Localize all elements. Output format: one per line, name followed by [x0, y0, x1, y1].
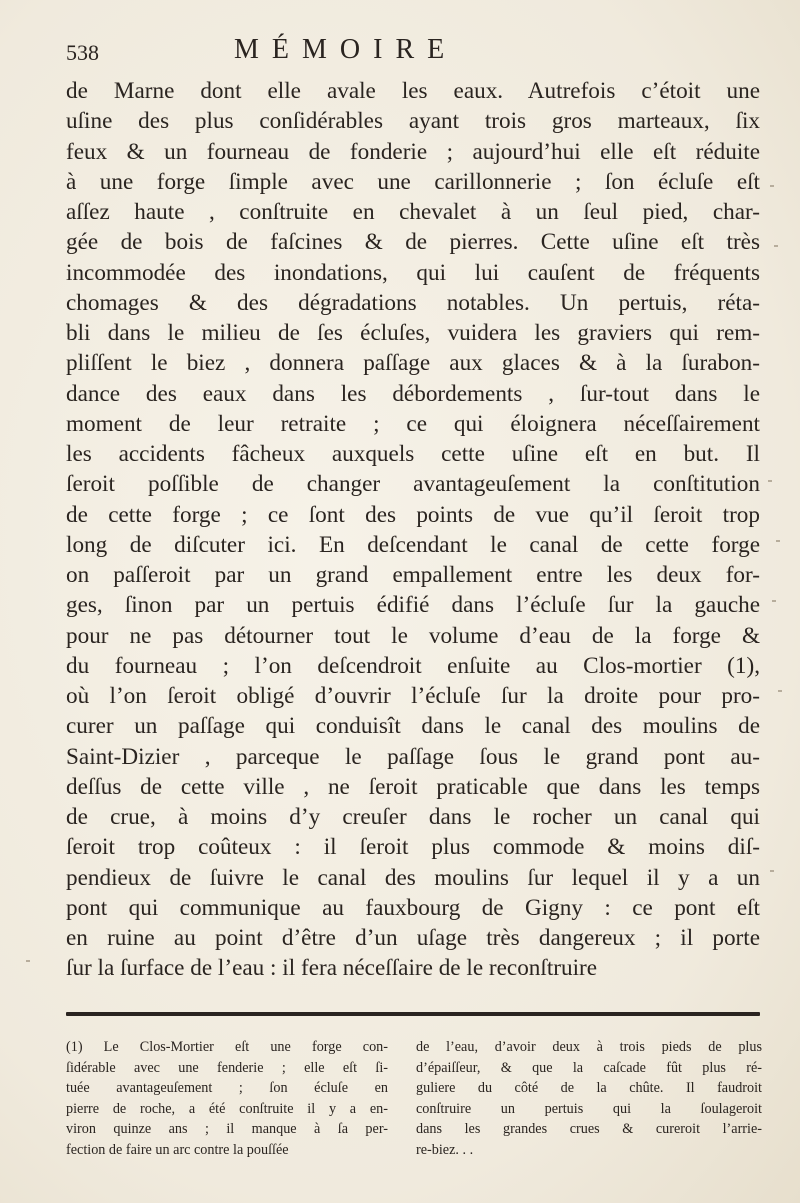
text-line: pont qui communique au fauxbourg de Gigny : ce pont eſt: [66, 894, 760, 921]
text-line: bli dans le milieu de ſes écluſes, vuidera les graviers qui rem-: [66, 320, 760, 346]
text-line: ſeroit trop coûteux : il ſeroit plus commode & moins diſ-: [66, 834, 760, 861]
text-line: dance des eaux dans les débordements , ſur-tout dans le: [66, 380, 760, 407]
footnote-line: guliere du côté de la chûte. Il faudroit: [416, 1080, 762, 1097]
footnote-line: viron quinze ans ; il manque à ſa per-: [66, 1121, 388, 1138]
footnote-line: tuée avantageuſement ; ſon écluſe en: [66, 1080, 388, 1097]
text-line: pour ne pas détourner tout le volume d’eau de la forge &: [66, 622, 760, 649]
footnote-line: d’épaiſſeur, & que la caſcade fût plus ré-: [416, 1059, 762, 1076]
text-line: on paſſeroit par un grand empallement entre les deux for-: [66, 562, 760, 588]
footnote-column-right: [416, 1037, 762, 1161]
running-head: MÉMOIRE: [234, 34, 458, 65]
footnote-line: ſidérable avec une fenderie ; elle eſt ſi-: [66, 1059, 388, 1076]
text-line: moment de leur retraite ; ce qui éloignera néceſſairement: [66, 410, 760, 437]
footnote-line: pierre de roche, a été conſtruite il y a en-: [66, 1100, 388, 1117]
text-line: ſur la ſurface de l’eau : il fera néceſſaire de le reconſtruire: [66, 955, 598, 982]
footnote-line: re-biez. . .: [416, 1141, 474, 1158]
text-line: Saint-Dizier , parceque le paſſage ſous le grand pont au-: [66, 743, 760, 770]
text-line: où l’on ſeroit obligé d’ouvrir l’écluſe ſur la droite pour pro-: [66, 683, 760, 709]
text-line: les accidents fâcheux auxquels cette uſine eſt en but. Il: [66, 441, 760, 467]
text-line: deſſus de cette ville , ne ſeroit praticable que dans les temps: [66, 773, 760, 800]
text-line: pendieux de ſuivre le canal des moulins ſur lequel il y a un: [66, 864, 760, 891]
text-line: de Marne dont elle avale les eaux. Autrefois c’étoit une: [66, 78, 760, 104]
page-header: [66, 34, 706, 74]
text-line: du fourneau ; l’on deſcendroit enſuite au Clos-mortier (1),: [66, 652, 760, 679]
footnote-line: conſtruire un pertuis qui la ſoulageroit: [416, 1100, 762, 1117]
text-line: à une forge ſimple avec une carillonnerie ; ſon écluſe eſt: [66, 168, 760, 195]
footnote-separator-rule: [66, 1012, 760, 1016]
footnote-column-left: [66, 1037, 388, 1161]
footnote-line: de l’eau, d’avoir deux à trois pieds de plus: [416, 1039, 762, 1055]
text-line: de cette forge ; ce ſont des points de vue qu’il ſeroit trop: [66, 501, 760, 528]
footnote-line: fection de faire un arc contre la pouſſée: [66, 1141, 289, 1158]
text-line: chomages & des dégradations notables. Un pertuis, réta-: [66, 289, 760, 316]
text-line: curer un paſſage qui conduisît dans le canal des moulins de: [66, 713, 760, 740]
text-line: ſeroit poſſible de changer avantageuſement la conſtitution: [66, 471, 760, 498]
main-text: [66, 76, 760, 984]
footnote-line: dans les grandes crues & cureroit l’arrie-: [416, 1121, 762, 1138]
text-line: long de diſcuter ici. En deſcendant le canal de cette forge: [66, 531, 760, 558]
text-line: en ruine au point d’être d’un uſage très dangereux ; il porte: [66, 925, 760, 951]
text-line: ges, ſinon par un pertuis édifié dans l’écluſe ſur la gauche: [66, 592, 760, 619]
text-line: incommodée des inondations, qui lui cauſent de fréquents: [66, 259, 760, 286]
text-line: uſine des plus conſidérables ayant trois gros marteaux, ſix: [66, 108, 760, 135]
footnote-line: (1) Le Clos-Mortier eſt une forge con-: [66, 1039, 388, 1055]
text-line: pliſſent le biez , donnera paſſage aux glaces & à la ſurabon-: [66, 350, 760, 377]
page-number: 538: [66, 40, 99, 65]
text-line: de crue, à moins d’y creuſer dans le rocher un canal qui: [66, 804, 760, 830]
footnotes: [66, 1037, 760, 1177]
text-line: aſſez haute , conſtruite en chevalet à un ſeul pied, char-: [66, 199, 760, 225]
text-line: gée de bois de faſcines & de pierres. Cette uſine eſt très: [66, 229, 760, 256]
text-line: feux & un fourneau de fonderie ; aujourd’hui elle eſt réduite: [66, 138, 760, 165]
